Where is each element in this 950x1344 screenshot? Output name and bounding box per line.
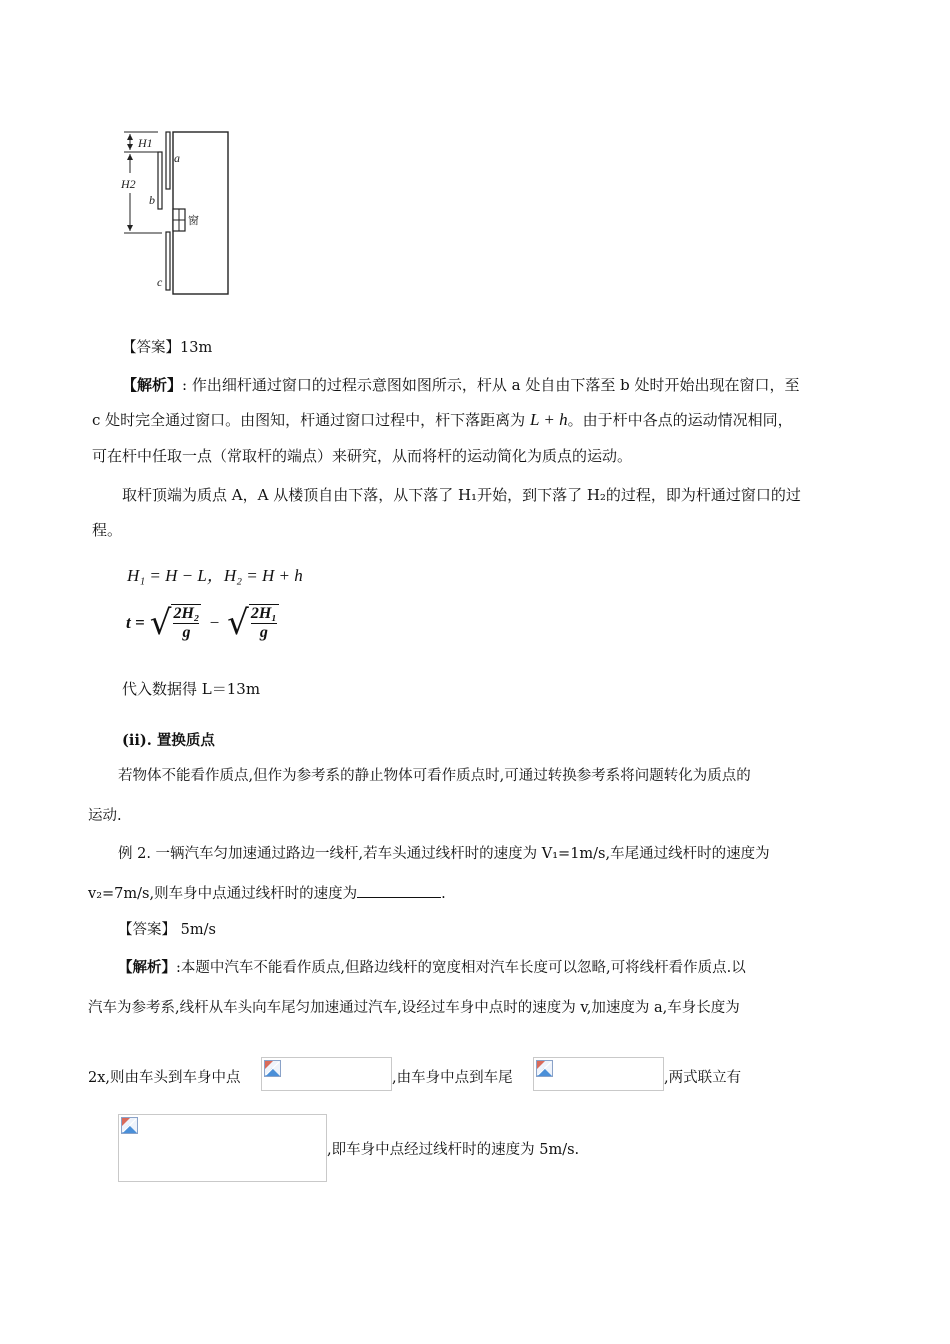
label-H2: H2 <box>121 177 136 191</box>
analysis-1-line-1: 【解析】: 作出细杆通过窗口的过程示意图如图所示，杆从 a 处自由下落至 b 处时开始出现在窗口，至 <box>122 376 800 394</box>
answer-value: 13m <box>180 340 213 356</box>
rod-a <box>166 132 170 189</box>
label-b: b <box>149 193 155 207</box>
rod-c <box>166 232 170 290</box>
label-H1: H1 <box>138 136 153 150</box>
section-heading: (ii). 置换质点 <box>122 732 215 749</box>
answer-label: 【答案】 <box>118 922 176 938</box>
answer-value: 5m/s <box>176 922 216 938</box>
math-L-plus-h: L + h <box>529 410 568 429</box>
label-a: a <box>174 151 180 165</box>
equation-h1-h2: H₁ = H − L，H₂ = H + h <box>127 566 303 585</box>
analysis-2-line-1: 【解析】:本题中汽车不能看作质点,但路边线杆的宽度相对汽车长度可以忽略,可将线杆看作质点.以 <box>118 959 746 976</box>
analysis-label: 【解析】 <box>118 959 176 976</box>
equation-time: t = √ $\frac{\text{2H₂}}{g}$ − √ $\frac{\text{2H₁}}{g}$ <box>126 603 277 643</box>
section-para-line-1: 若物体不能看作质点,但作为参考系的静止物体可看作质点时,可通过转换参考系将问题转化为质点的 <box>118 768 751 784</box>
rod-b <box>158 152 162 209</box>
broken-formula-image-2 <box>533 1057 664 1091</box>
example-2-line-2: v₂=7m/s,则车身中点通过线杆时的速度为 . <box>88 882 446 903</box>
broken-image-icon <box>121 1117 138 1134</box>
answer-label: 【答案】 <box>122 340 180 356</box>
analysis-2-line-2: 汽车为参考系,线杆从车头向车尾匀加速通过汽车,设经过车身中点时的速度为 v,加速度为 a,车身长度为 <box>88 1000 740 1016</box>
answer-blank <box>357 883 441 898</box>
rod-window-diagram <box>118 122 238 300</box>
analysis-2-line-3-part-c: ,两式联立有 <box>664 1070 742 1086</box>
analysis-2-line-4: ,即车身中点经过线杆时的速度为 5m/s. <box>327 1142 580 1158</box>
label-window: 窗 <box>188 214 199 227</box>
result-l: 代入数据得 L＝13m <box>122 680 261 698</box>
broken-image-icon <box>264 1060 281 1077</box>
analysis-1-para-2-line-1: 取杆顶端为质点 A，A 从楼顶自由下落，从下落了 H₁开始，到下落了 H₂的过程，即为杆通过窗口的过 <box>122 486 801 504</box>
analysis-2-line-3-part-a: 2x,则由车头到车身中点 <box>88 1070 241 1086</box>
broken-formula-image-1 <box>261 1057 392 1091</box>
analysis-1-para-2-line-2: 程。 <box>92 521 123 539</box>
broken-image-icon <box>536 1060 553 1077</box>
analysis-2-line-3-part-b: ,由车身中点到车尾 <box>392 1070 513 1086</box>
analysis-1-line-2: c 处时完全通过窗口。由图知，杆通过窗口过程中，杆下落距离为 L + h。由于杆中各点的运动情况相同， <box>92 410 793 429</box>
example-2-line-1: 例 2. 一辆汽车匀加速通过路边一线杆,若车头通过线杆时的速度为 V₁=1m/s,车尾通过线杆时的速度为 <box>118 846 770 862</box>
label-c: c <box>157 275 163 289</box>
broken-formula-image-3 <box>118 1114 327 1182</box>
analysis-1-line-3: 可在杆中任取一点（常取杆的端点）来研究，从而将杆的运动简化为质点的运动。 <box>92 447 633 465</box>
answer-2 <box>118 918 216 939</box>
analysis-label: 【解析】 <box>122 376 183 394</box>
section-para-line-2: 运动. <box>88 808 122 824</box>
answer-1 <box>122 336 212 357</box>
